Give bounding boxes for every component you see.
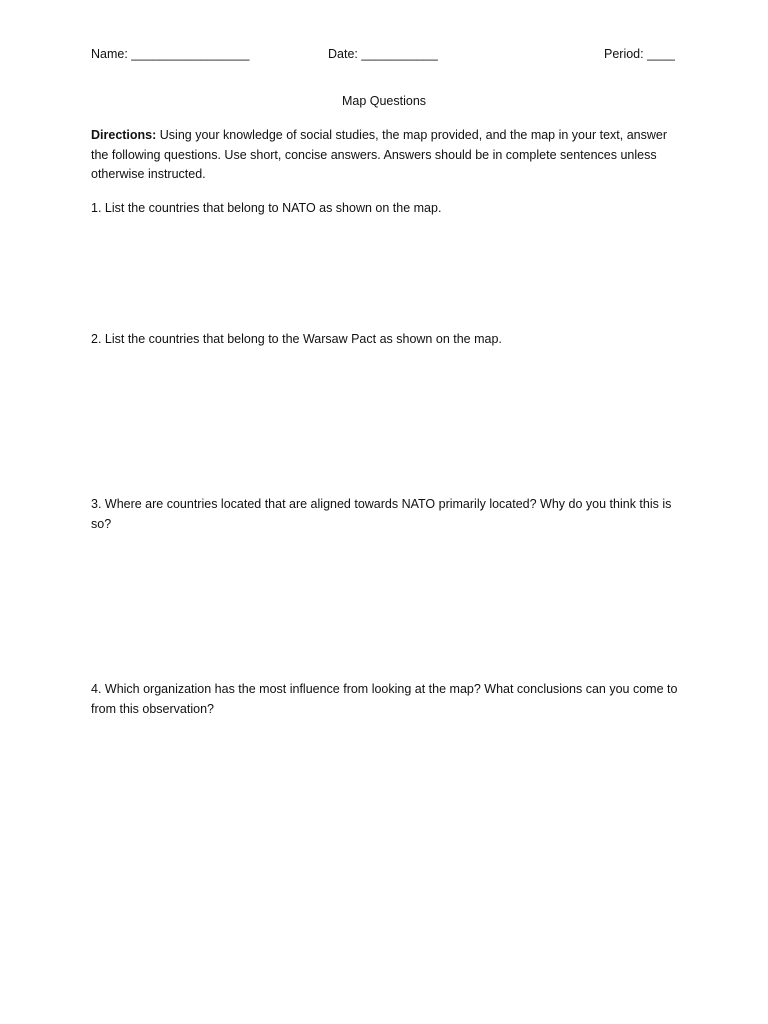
directions-label: Directions: (91, 128, 157, 142)
question-3: 3. Where are countries located that are aligned towards NATO primarily located? Why do you think this is so? (91, 497, 672, 531)
question-4: 4. Which organization has the most influence from looking at the map? What conclusions can you come to from this observation? (91, 682, 678, 716)
period-field: Period: ____ (604, 47, 675, 61)
date-field: Date: ___________ (328, 47, 438, 61)
question-2: 2. List the countries that belong to the Warsaw Pact as shown on the map. (91, 332, 502, 346)
question-1: 1. List the countries that belong to NATO as shown on the map. (91, 201, 442, 215)
directions-paragraph (91, 126, 683, 185)
name-field: Name: _________________ (91, 47, 250, 61)
page-title: Map Questions (341, 94, 427, 108)
directions-text: Using your knowledge of social studies, the map provided, and the map in your text, answer the following questions. Use short, concise answers. Answers should be in complete sentences unless otherwise instructed. (91, 128, 667, 181)
